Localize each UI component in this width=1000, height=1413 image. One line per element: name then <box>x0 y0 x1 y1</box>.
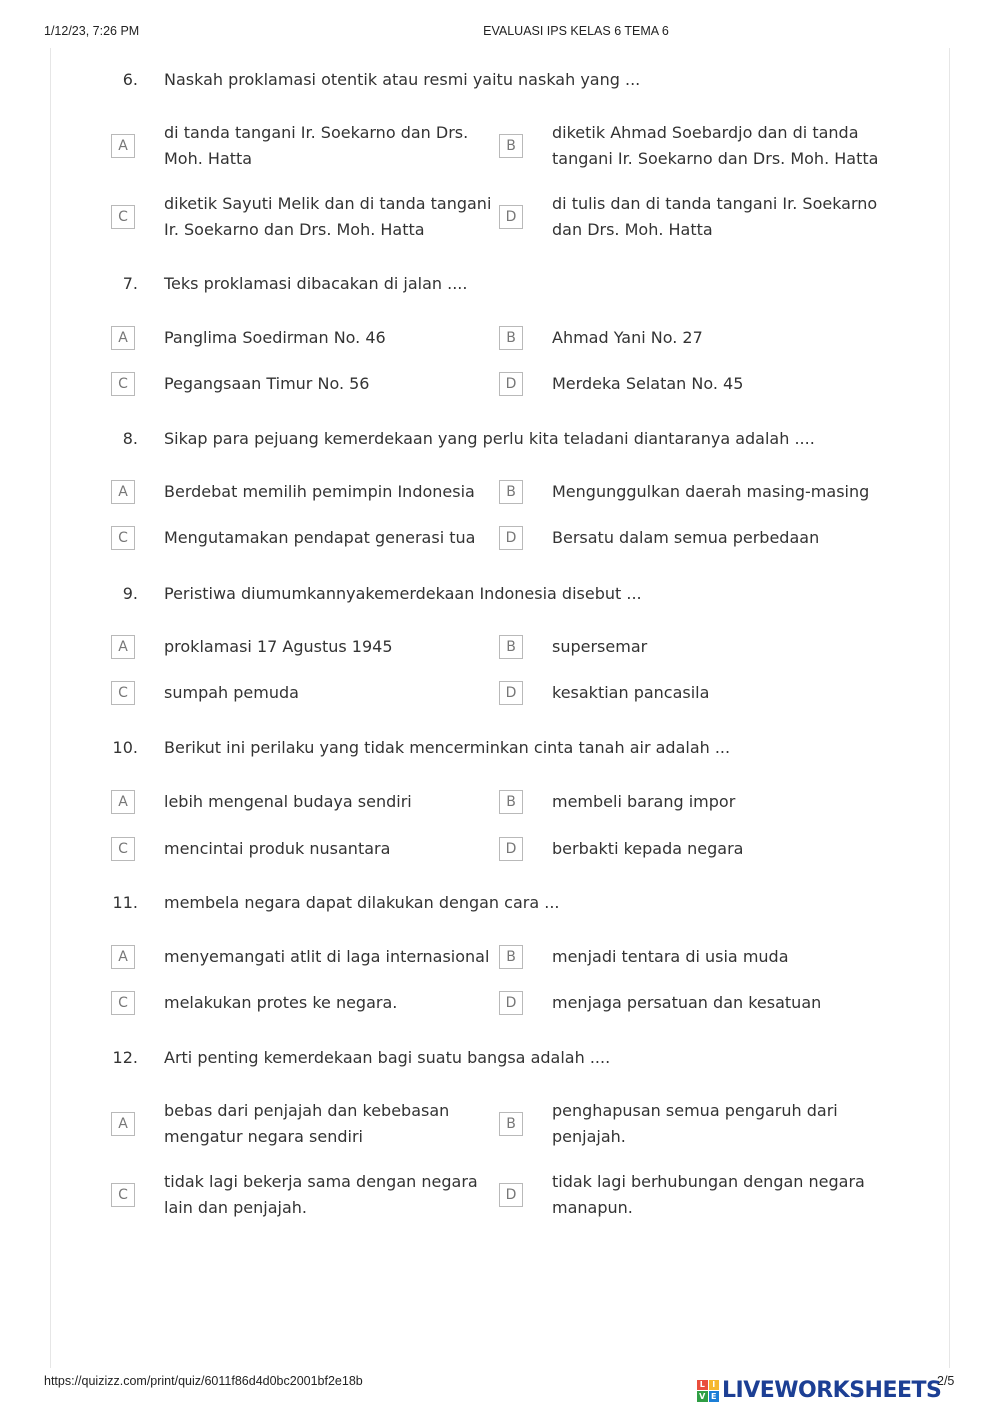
option-text: menjadi tentara di usia muda <box>552 947 789 966</box>
page-border-right <box>949 48 950 1368</box>
option-letter: B <box>499 134 523 158</box>
option-text: diketik Ahmad Soebardjo dan di tanda tangani Ir. Soekarno dan Drs. Moh. Hatta <box>552 123 879 168</box>
option-letter: C <box>111 205 135 229</box>
option-b[interactable] <box>499 631 889 663</box>
footer-url[interactable]: https://quizizz.com/print/quiz/6011f86d4d0bc2001bf2e18b <box>44 1374 363 1388</box>
question-number: 9. <box>122 584 138 603</box>
logo-tile: V <box>697 1391 708 1402</box>
option-letter: D <box>499 837 523 861</box>
option-text: menyemangati atlit di laga internasional <box>164 947 490 966</box>
option-c[interactable] <box>111 189 501 245</box>
question-text: Peristiwa diumumkannyakemerdekaan Indonesia disebut ... <box>164 584 642 603</box>
option-c[interactable] <box>111 833 501 865</box>
option-d[interactable] <box>499 677 889 709</box>
option-letter: D <box>499 526 523 550</box>
option-letter: C <box>111 681 135 705</box>
option-text: Ahmad Yani No. 27 <box>552 328 703 347</box>
option-text: melakukan protes ke negara. <box>164 993 398 1012</box>
option-a[interactable] <box>111 941 501 973</box>
option-text: diketik Sayuti Melik dan di tanda tangani Ir. Soekarno dan Drs. Moh. Hatta <box>164 194 492 239</box>
liveworksheets-logo-icon <box>697 1380 719 1402</box>
option-b[interactable] <box>499 118 889 174</box>
option-a[interactable] <box>111 786 501 818</box>
option-text: bebas dari penjajah dan kebebasan mengatur negara sendiri <box>164 1101 450 1146</box>
question-number: 6. <box>122 70 138 89</box>
option-text: Pegangsaan Timur No. 56 <box>164 374 370 393</box>
option-letter: A <box>111 635 135 659</box>
option-a[interactable] <box>111 476 501 508</box>
question-number: 12. <box>112 1048 138 1067</box>
option-c[interactable] <box>111 1167 501 1223</box>
option-letter: D <box>499 205 523 229</box>
page-number: 2/5 <box>937 1374 955 1388</box>
liveworksheets-logo[interactable] <box>697 1378 941 1403</box>
option-letter: C <box>111 991 135 1015</box>
option-d[interactable] <box>499 522 889 554</box>
option-c[interactable] <box>111 987 501 1019</box>
option-text: menjaga persatuan dan kesatuan <box>552 993 822 1012</box>
option-letter: D <box>499 1183 523 1207</box>
option-letter: C <box>111 526 135 550</box>
logo-tile: L <box>697 1380 708 1391</box>
option-text: di tanda tangani Ir. Soekarno dan Drs. Moh. Hatta <box>164 123 469 168</box>
option-a[interactable] <box>111 1096 501 1152</box>
option-a[interactable] <box>111 631 501 663</box>
option-a[interactable] <box>111 322 501 354</box>
option-text: mencintai produk nusantara <box>164 839 391 858</box>
option-d[interactable] <box>499 987 889 1019</box>
logo-tile: E <box>709 1391 720 1402</box>
option-text: sumpah pemuda <box>164 683 299 702</box>
option-d[interactable] <box>499 368 889 400</box>
option-letter: C <box>111 837 135 861</box>
option-text: kesaktian pancasila <box>552 683 710 702</box>
logo-tile: I <box>709 1380 720 1391</box>
option-b[interactable] <box>499 476 889 508</box>
question-text: Naskah proklamasi otentik atau resmi yaitu naskah yang ... <box>164 70 641 89</box>
option-text: tidak lagi bekerja sama dengan negara lain dan penjajah. <box>164 1172 478 1217</box>
option-letter: B <box>499 635 523 659</box>
option-letter: D <box>499 991 523 1015</box>
option-text: proklamasi 17 Agustus 1945 <box>164 637 393 656</box>
option-b[interactable] <box>499 941 889 973</box>
option-text: lebih mengenal budaya sendiri <box>164 792 412 811</box>
liveworksheets-wordmark: LIVEWORKSHEETS <box>722 1378 942 1403</box>
print-datetime: 1/12/23, 7:26 PM <box>44 24 140 38</box>
option-letter: A <box>111 790 135 814</box>
question-number: 11. <box>112 893 138 912</box>
option-letter: D <box>499 372 523 396</box>
option-letter: B <box>499 326 523 350</box>
option-letter: C <box>111 372 135 396</box>
page-border-left <box>50 48 51 1368</box>
option-d[interactable] <box>499 1167 889 1223</box>
option-letter: D <box>499 681 523 705</box>
option-text: Mengutamakan pendapat generasi tua <box>164 528 476 547</box>
option-text: Merdeka Selatan No. 45 <box>552 374 744 393</box>
option-d[interactable] <box>499 189 889 245</box>
option-text: di tulis dan di tanda tangani Ir. Soekarno dan Drs. Moh. Hatta <box>552 194 878 239</box>
question-number: 10. <box>112 738 138 757</box>
option-text: membeli barang impor <box>552 792 736 811</box>
option-letter: B <box>499 945 523 969</box>
option-letter: C <box>111 1183 135 1207</box>
option-text: tidak lagi berhubungan dengan negara manapun. <box>552 1172 865 1217</box>
question-text: Arti penting kemerdekaan bagi suatu bangsa adalah .... <box>164 1048 611 1067</box>
option-a[interactable] <box>111 118 501 174</box>
option-letter: A <box>111 480 135 504</box>
option-b[interactable] <box>499 786 889 818</box>
option-text: Panglima Soedirman No. 46 <box>164 328 386 347</box>
question-text: Teks proklamasi dibacakan di jalan .... <box>164 274 468 293</box>
option-c[interactable] <box>111 368 501 400</box>
option-letter: A <box>111 945 135 969</box>
option-b[interactable] <box>499 322 889 354</box>
question-text: Berikut ini perilaku yang tidak mencerminkan cinta tanah air adalah ... <box>164 738 731 757</box>
option-d[interactable] <box>499 833 889 865</box>
option-text: Mengunggulkan daerah masing-masing <box>552 482 870 501</box>
option-letter: B <box>499 1112 523 1136</box>
option-c[interactable] <box>111 677 501 709</box>
option-text: supersemar <box>552 637 648 656</box>
question-text: membela negara dapat dilakukan dengan cara ... <box>164 893 560 912</box>
question-number: 8. <box>122 429 138 448</box>
question-text: Sikap para pejuang kemerdekaan yang perlu kita teladani diantaranya adalah .... <box>164 429 815 448</box>
question-number: 7. <box>122 274 138 293</box>
option-letter: B <box>499 480 523 504</box>
document-title: EVALUASI IPS KELAS 6 TEMA 6 <box>483 24 669 38</box>
option-text: Berdebat memilih pemimpin Indonesia <box>164 482 475 501</box>
option-text: berbakti kepada negara <box>552 839 744 858</box>
option-b[interactable] <box>499 1096 889 1152</box>
option-letter: A <box>111 1112 135 1136</box>
option-letter: A <box>111 134 135 158</box>
option-letter: A <box>111 326 135 350</box>
option-text: Bersatu dalam semua perbedaan <box>552 528 820 547</box>
option-text: penghapusan semua pengaruh dari penjajah. <box>552 1101 838 1146</box>
option-letter: B <box>499 790 523 814</box>
option-c[interactable] <box>111 522 501 554</box>
